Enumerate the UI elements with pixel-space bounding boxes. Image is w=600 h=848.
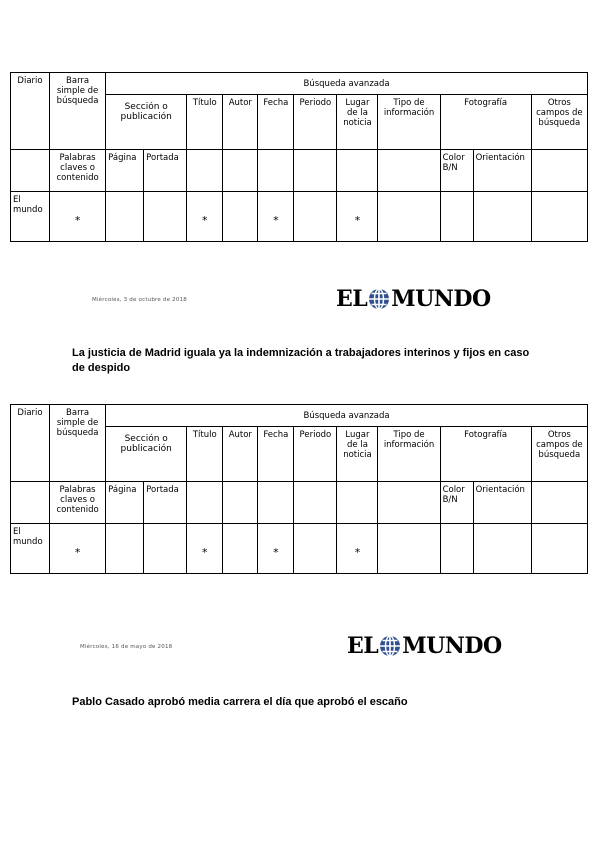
cell-empty bbox=[144, 192, 187, 242]
el-mundo-logo bbox=[336, 286, 491, 312]
cell-empty bbox=[294, 192, 337, 242]
cell-empty bbox=[337, 150, 378, 192]
globe-icon bbox=[368, 288, 390, 310]
cell-empty bbox=[378, 524, 440, 574]
cell-empty bbox=[223, 150, 258, 192]
subheader-pagina: Página bbox=[106, 150, 144, 192]
header-fecha: Fecha bbox=[258, 95, 294, 150]
article-date: Miércoles, 16 de mayo de 2018 bbox=[80, 644, 173, 650]
header-tipo: Tipo de información bbox=[378, 427, 440, 482]
header-titulo: Título bbox=[187, 427, 223, 482]
cell-empty bbox=[11, 482, 50, 524]
subheader-palabras: Palabras claves o contenido bbox=[50, 482, 106, 524]
row-diario: El mundo bbox=[11, 524, 50, 574]
article-date: Miércoles, 3 de octubre de 2018 bbox=[92, 297, 187, 303]
header-lugar: Lugar de la noticia bbox=[337, 95, 378, 150]
cell-empty bbox=[531, 192, 587, 242]
cell-empty bbox=[187, 150, 223, 192]
cell-empty bbox=[223, 524, 258, 574]
header-fecha: Fecha bbox=[258, 427, 294, 482]
subheader-color: Color B/N bbox=[440, 150, 473, 192]
logo-text-left: EL bbox=[347, 633, 379, 659]
cell-empty bbox=[531, 150, 587, 192]
article-headline: Pablo Casado aprobó media carrera el día que aprobó el escaño bbox=[72, 696, 408, 708]
cell-empty bbox=[258, 150, 294, 192]
subheader-color: Color B/N bbox=[440, 482, 473, 524]
cell-empty bbox=[223, 192, 258, 242]
cell-empty bbox=[337, 482, 378, 524]
mark-barra: * bbox=[50, 524, 106, 574]
article-headline: La justicia de Madrid iguala ya la indemnización a trabajadores interinos y fijos en caso de despido bbox=[72, 347, 530, 374]
header-autor: Autor bbox=[223, 427, 258, 482]
row-diario: El mundo bbox=[11, 192, 50, 242]
cell-empty bbox=[106, 192, 144, 242]
search-fields-table-2 bbox=[10, 404, 588, 574]
cell-empty bbox=[11, 150, 50, 192]
cell-empty bbox=[531, 482, 587, 524]
cell-empty bbox=[223, 482, 258, 524]
cell-empty bbox=[144, 524, 187, 574]
header-fotografia: Fotografía bbox=[440, 427, 531, 482]
cell-empty bbox=[440, 192, 473, 242]
logo-text-right: MUNDO bbox=[402, 633, 502, 659]
header-autor: Autor bbox=[223, 95, 258, 150]
header-fotografia: Fotografía bbox=[440, 95, 531, 150]
header-periodo: Periodo bbox=[294, 95, 337, 150]
header-tipo: Tipo de información bbox=[378, 95, 440, 150]
logo-text-right: MUNDO bbox=[391, 286, 491, 312]
cell-empty bbox=[294, 482, 337, 524]
header-barra-simple: Barra simple de búsqueda bbox=[50, 405, 106, 482]
cell-empty bbox=[473, 524, 531, 574]
header-lugar: Lugar de la noticia bbox=[337, 427, 378, 482]
cell-empty bbox=[440, 524, 473, 574]
cell-empty bbox=[258, 482, 294, 524]
cell-empty bbox=[294, 524, 337, 574]
cell-empty bbox=[378, 192, 440, 242]
mark-lugar: * bbox=[337, 192, 378, 242]
subheader-orientacion: Orientación bbox=[473, 482, 531, 524]
mark-barra: * bbox=[50, 192, 106, 242]
subheader-palabras: Palabras claves o contenido bbox=[50, 150, 106, 192]
subheader-pagina: Página bbox=[106, 482, 144, 524]
logo-text-left: EL bbox=[336, 286, 368, 312]
header-seccion: Sección o publicación bbox=[106, 95, 187, 150]
mark-titulo: * bbox=[187, 524, 223, 574]
mark-fecha: * bbox=[258, 192, 294, 242]
cell-empty bbox=[187, 482, 223, 524]
header-barra-simple: Barra simple de búsqueda bbox=[50, 73, 106, 150]
cell-empty bbox=[378, 482, 440, 524]
subheader-portada: Portada bbox=[144, 150, 187, 192]
header-periodo: Periodo bbox=[294, 427, 337, 482]
header-titulo: Título bbox=[187, 95, 223, 150]
mark-fecha: * bbox=[258, 524, 294, 574]
header-diario: Diario bbox=[11, 73, 50, 150]
cell-empty bbox=[531, 524, 587, 574]
cell-empty bbox=[294, 150, 337, 192]
globe-icon bbox=[379, 635, 401, 657]
header-diario: Diario bbox=[11, 405, 50, 482]
header-busqueda-avanzada: Búsqueda avanzada bbox=[106, 405, 588, 427]
cell-empty bbox=[106, 524, 144, 574]
search-fields-table-1 bbox=[10, 72, 588, 242]
mark-titulo: * bbox=[187, 192, 223, 242]
subheader-portada: Portada bbox=[144, 482, 187, 524]
cell-empty bbox=[378, 150, 440, 192]
mark-lugar: * bbox=[337, 524, 378, 574]
header-otros: Otros campos de búsqueda bbox=[531, 427, 587, 482]
cell-empty bbox=[473, 192, 531, 242]
subheader-orientacion: Orientación bbox=[473, 150, 531, 192]
el-mundo-logo bbox=[347, 633, 502, 659]
header-seccion: Sección o publicación bbox=[106, 427, 187, 482]
header-busqueda-avanzada: Búsqueda avanzada bbox=[106, 73, 588, 95]
header-otros: Otros campos de búsqueda bbox=[531, 95, 587, 150]
